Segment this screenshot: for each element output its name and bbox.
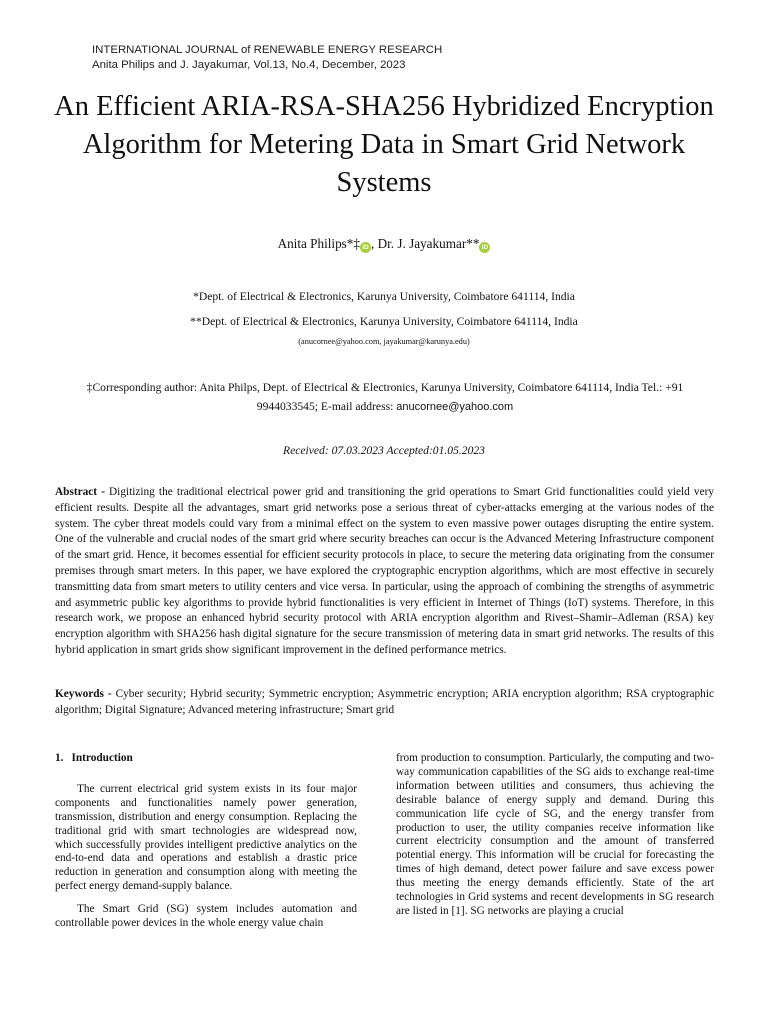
- abstract-text: Digitizing the traditional electrical power grid and transitioning the grid operations to Smart Grid functionalities could yield very efficient results. Despite all the advantages, smart grid networks pose a serious threat of cyber-attacks emerging at the various nodes of the system. The cyber threat models could vary from a minimal effect on the system to even massive power outages disrupting the entire system. One of the vulnerable and crucial nodes of the smart grid where security breaches can occur is the Advanced Metering Infrastructure component of the smart grid. Hence, it becomes essential for efficient security protocols in place, to secure the metering data originating from the consumer premises through smart meters. In this paper, we have explored the cryptographic encryption algorithms, which are most effective in securely transmitting data from smart meters to utility centers and vice versa. In particular, using the approach of combining the strengths of asymmetric and asymmetric public key algorithms to provide hybrid functionalities is very efficient in Internet of Things (IoT) systems. Therefore, in this research work, we propose an enhanced hybrid security protocol with ARIA encryption algorithm and Rivest–Shamir–Adleman (RSA) key encryption algorithm with SHA256 hash digital signature for the secure transmission of metering data in smart grid networks. The results of this hybrid application in smart grids show significant improvement in the defined performance metrics.: [55, 486, 714, 656]
- intro-paragraph-2: The Smart Grid (SG) system includes automation and controllable power devices in the whole energy value chain: [55, 903, 357, 930]
- author-separator: ,: [371, 236, 378, 251]
- section-title: Introduction: [71, 752, 133, 764]
- keywords-label: Keywords -: [55, 688, 116, 700]
- keywords-text: Cyber security; Hybrid security; Symmetric encryption; Asymmetric encryption; ARIA encryption algorithm; RSA cryptographic algorithm; Digital Signature; Advanced metering infrastructure; Smart grid: [55, 688, 714, 716]
- author-line: [0, 236, 768, 253]
- orcid-icon[interactable]: iD: [360, 242, 371, 253]
- corresponding-email[interactable]: anucornee@yahoo.com: [396, 401, 514, 413]
- affiliation-2: **Dept. of Electrical & Electronics, Karunya University, Coimbatore 641114, India: [190, 315, 578, 328]
- author-1: Anita Philips*‡: [277, 236, 360, 251]
- journal-header: [92, 43, 442, 73]
- journal-citation: Anita Philips and J. Jayakumar, Vol.13, No.4, December, 2023: [92, 59, 406, 71]
- received-dates: Received: 07.03.2023 Accepted:01.05.2023: [283, 444, 485, 457]
- corresponding-author: [80, 378, 690, 417]
- corresponding-text: ‡Corresponding author: Anita Philps, Dept. of Electrical & Electronics, Karunya University, Coimbatore 641114, India Tel.: +91 9944033545; E-mail address:: [86, 381, 684, 413]
- abstract: [55, 485, 714, 659]
- section-number: 1.: [55, 752, 64, 764]
- keywords: [55, 687, 714, 719]
- author-2: Dr. J. Jayakumar**: [377, 236, 480, 251]
- abstract-label: Abstract -: [55, 486, 110, 498]
- intro-paragraph-continued: from production to consumption. Particularly, the computing and two-way communication capabilities of the SG aids to exchange real-time information between utilities and consumers, thus achieving the desirable balance of energy supply and demand. During this communication life cycle of SG, and the energy transfer from production to user, the utility companies receive information like current electricity consumption and the amount of transferred potential energy. This information will be crucial for forecasting the times of high demand, detect power failure and save excess power thus meeting the energy demands efficiently. State of the art technologies in Grid systems and recent developments in SG research are listed in [1]. SG networks are playing a crucial: [396, 752, 714, 917]
- section-heading: [55, 752, 357, 766]
- journal-name: INTERNATIONAL JOURNAL of RENEWABLE ENERGY RESEARCH: [92, 44, 443, 56]
- paper-title: An Efficient ARIA-RSA-SHA256 Hybridized Encryption Algorithm for Metering Data in Smart Grid Network Systems: [54, 91, 714, 198]
- author-emails: (anucornee@yahoo.com, jayakumar@karunya.edu): [298, 337, 470, 346]
- affiliation-1: *Dept. of Electrical & Electronics, Karunya University, Coimbatore 641114, India: [193, 290, 575, 303]
- column-right: [396, 752, 714, 928]
- orcid-icon[interactable]: iD: [479, 242, 490, 253]
- column-left: [55, 752, 357, 940]
- intro-paragraph-1: The current electrical grid system exists in its four major components and functionalities namely power generation, transmission, distribution and energy consumption. Replacing the traditional grid with smart technologies are widespread now, which successfully provides intelligent predictive analytics on the end-to-end data and operations and establish a drastic price reduction in generation and consumption along with meeting the perfect energy demand-supply balance.: [55, 782, 357, 893]
